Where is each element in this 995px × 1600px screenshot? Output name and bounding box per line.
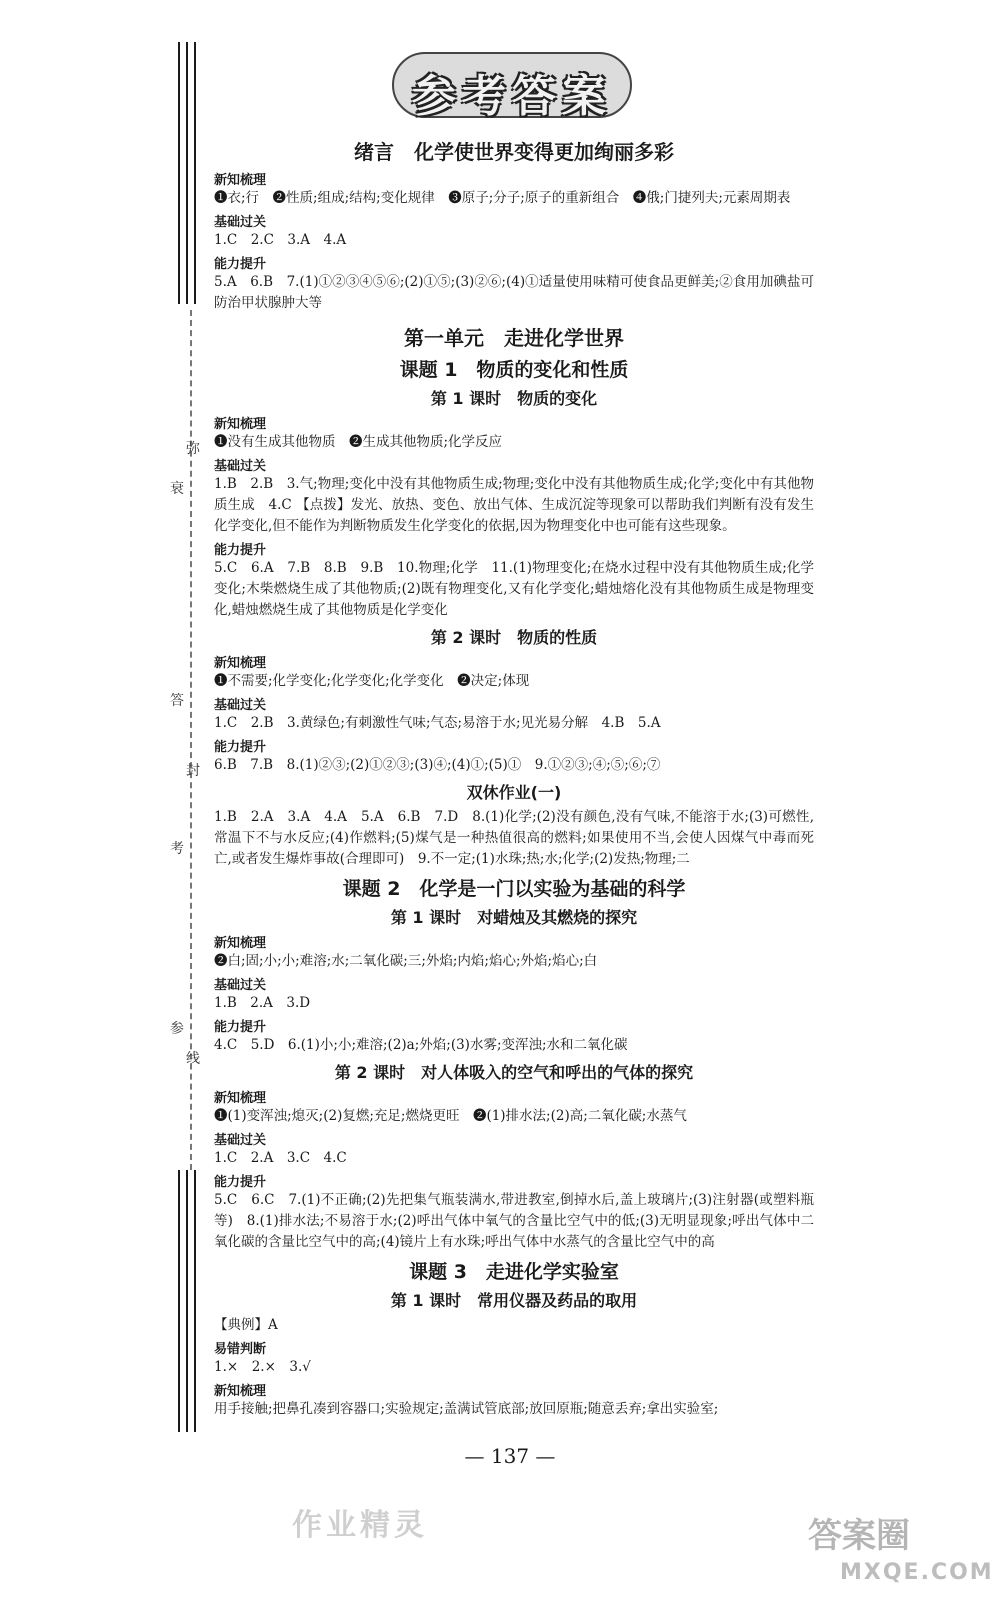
subsection-label: 能力提升	[214, 543, 267, 558]
subsection-label: 能力提升	[214, 1175, 267, 1190]
margin-line-3	[194, 42, 196, 304]
watermark-url: MXQE.COM	[840, 1560, 994, 1585]
section-heading: 第一单元 走进化学世界	[404, 326, 624, 350]
margin-line-1	[178, 42, 180, 304]
margin-line-6	[194, 1170, 196, 1432]
topic-heading: 课题 3 走进化学实验室	[409, 1261, 619, 1283]
margin-line-4	[178, 1170, 180, 1432]
answer-text: 1.C 2.B 3.黄绿色;有刺激性气味;气态;易溶于水;见光易分解 4.B 5.A	[214, 715, 661, 731]
margin-char: 衰	[170, 481, 184, 497]
lesson-heading: 第 2 课时 物质的性质	[430, 628, 598, 647]
answer-text: ❶不需要;化学变化;化学变化;化学变化 ❷决定;体现	[214, 673, 530, 689]
page-number: — 137 —	[464, 1444, 556, 1468]
lesson-heading: 第 1 课时 对蜡烛及其燃烧的探究	[390, 908, 638, 927]
margin-char: 线	[186, 1051, 200, 1067]
subsection-label: 基础过关	[214, 215, 267, 230]
margin-line-5	[186, 1170, 188, 1432]
answer-text: 1.B 2.A 3.D	[214, 995, 311, 1011]
answer-text: 5.A 6.B 7.(1)①②③④⑤⑥;(2)①⑤;(3)②⑥;(4)①适量使用味精可使食品更鲜美;②食用加碘盐可防治甲状腺肿大等	[214, 274, 814, 311]
margin-char: 答	[170, 693, 184, 709]
subsection-label: 新知梳理	[214, 417, 267, 432]
subsection-label: 新知梳理	[214, 173, 267, 188]
answer-text: ❶没有生成其他物质 ❷生成其他物质;化学反应	[214, 434, 503, 450]
margin-char: 考	[170, 841, 184, 857]
subsection-label: 基础过关	[214, 978, 267, 993]
answer-content	[214, 128, 814, 1420]
answer-text: 5.C 6.A 7.B 8.B 9.B 10.物理;化学 11.(1)物理变化;在烧水过程中没有其他物质生成;化学变化;木柴燃烧生成了其他物质;(2)既有物理变化,又有化学变化;蜡烛熔化没有其他物质生成是物理变化,蜡烛燃烧生成了其他物质是化学变化	[214, 560, 814, 618]
subsection-label: 能力提升	[214, 257, 267, 272]
answer-text: 1.C 2.A 3.C 4.C	[214, 1150, 347, 1166]
subsection-label: 新知梳理	[214, 656, 267, 671]
banner-title: 参考答案	[412, 71, 612, 122]
subsection-label: 能力提升	[214, 1020, 267, 1035]
answer-text: 用手接触;把鼻孔凑到容器口;实验规定;盖满试管底部;放回原瓶;随意丢弃;拿出实验室;	[214, 1401, 719, 1417]
subsection-label: 基础过关	[214, 459, 267, 474]
answer-text: 【典例】A	[214, 1317, 278, 1333]
margin-char: 封	[186, 763, 200, 779]
answer-text: 1.C 2.C 3.A 4.A	[214, 232, 347, 248]
answer-text: 4.C 5.D 6.(1)小;小;难溶;(2)a;外焰;(3)水雾;变浑浊;水和二氧化碳	[214, 1037, 628, 1053]
section-heading: 绪言 化学使世界变得更加绚丽多彩	[354, 140, 674, 164]
answer-text: ❷白;固;小;小;难溶;水;二氧化碳;三;外焰;内焰;焰心;外焰;焰心;白	[214, 953, 598, 969]
subsection-label: 新知梳理	[214, 1384, 267, 1399]
subsection-label: 易错判断	[214, 1342, 267, 1357]
answer-text: 6.B 7.B 8.(1)②③;(2)①②③;(3)④;(4)①;(5)① 9.①②③;④;⑤;⑥;⑦	[214, 757, 661, 773]
subsection-label: 新知梳理	[214, 936, 267, 951]
lesson-heading: 第 2 课时 对人体吸入的空气和呼出的气体的探究	[334, 1063, 694, 1082]
watermark-right: 答案圈	[808, 1516, 910, 1556]
answer-text: 1.B 2.B 3.气;物理;变化中没有其他物质生成;物理;变化中没有其他物质生成;化学;变化中有其他物质生成 4.C 【点拨】发光、放热、变色、放出气体、生成沉淀等现象可以帮助我们判断有没有发生化学变化,但不能作为判断物质发生化学变化的依据,因为物理变化中也可能有这些现象。	[214, 476, 814, 534]
answer-text: ❶(1)变浑浊;熄灭;(2)复燃;充足;燃烧更旺 ❷(1)排水法;(2)高;二氧化碳;水蒸气	[214, 1108, 687, 1124]
subsection-label: 基础过关	[214, 698, 267, 713]
lesson-heading: 双休作业(一)	[466, 783, 562, 802]
answer-text: 1.× 2.× 3.√	[214, 1359, 311, 1375]
watermark-left: 作业精灵	[292, 1508, 428, 1543]
answer-banner	[392, 46, 632, 122]
topic-heading: 课题 2 化学是一门以实验为基础的科学	[342, 878, 686, 900]
margin-char: 弥	[186, 441, 200, 457]
topic-heading: 课题 1 物质的变化和性质	[399, 359, 629, 381]
margin-char: 参	[170, 1021, 184, 1037]
margin-line-2	[186, 42, 188, 304]
lesson-heading: 第 1 课时 物质的变化	[430, 389, 598, 408]
answer-text: 5.C 6.C 7.(1)不正确;(2)先把集气瓶装满水,带进教室,倒掉水后,盖上玻璃片;(3)注射器(或塑料瓶等) 8.(1)排水法;不易溶于水;(2)呼出气体中氧气的含量比空气中的低;(3)无明显现象;呼出气体中二氧化碳的含量比空气中的高;(4)镜片上有水珠;呼出气体中水蒸气的含量比空气中的高	[214, 1192, 814, 1250]
subsection-label: 能力提升	[214, 740, 267, 755]
answer-text: 1.B 2.A 3.A 4.A 5.A 6.B 7.D 8.(1)化学;(2)没有颜色,没有气味,不能溶于水;(3)可燃性,常温下不与水反应;(4)作燃料;(5)煤气是一种热值很高的燃料;如果使用不当,会使人因煤气中毒而死亡,或者发生爆炸事故(合理即可) 9.不一定;(1)水珠;热;水;化学;(2)发热;物理;二	[214, 809, 814, 867]
subsection-label: 基础过关	[214, 1133, 267, 1148]
lesson-heading: 第 1 课时 常用仪器及药品的取用	[390, 1291, 638, 1310]
answer-text: ❶衣;行 ❷性质;组成;结构;变化规律 ❸原子;分子;原子的重新组合 ❹俄;门捷列夫;元素周期表	[214, 190, 791, 206]
subsection-label: 新知梳理	[214, 1091, 267, 1106]
